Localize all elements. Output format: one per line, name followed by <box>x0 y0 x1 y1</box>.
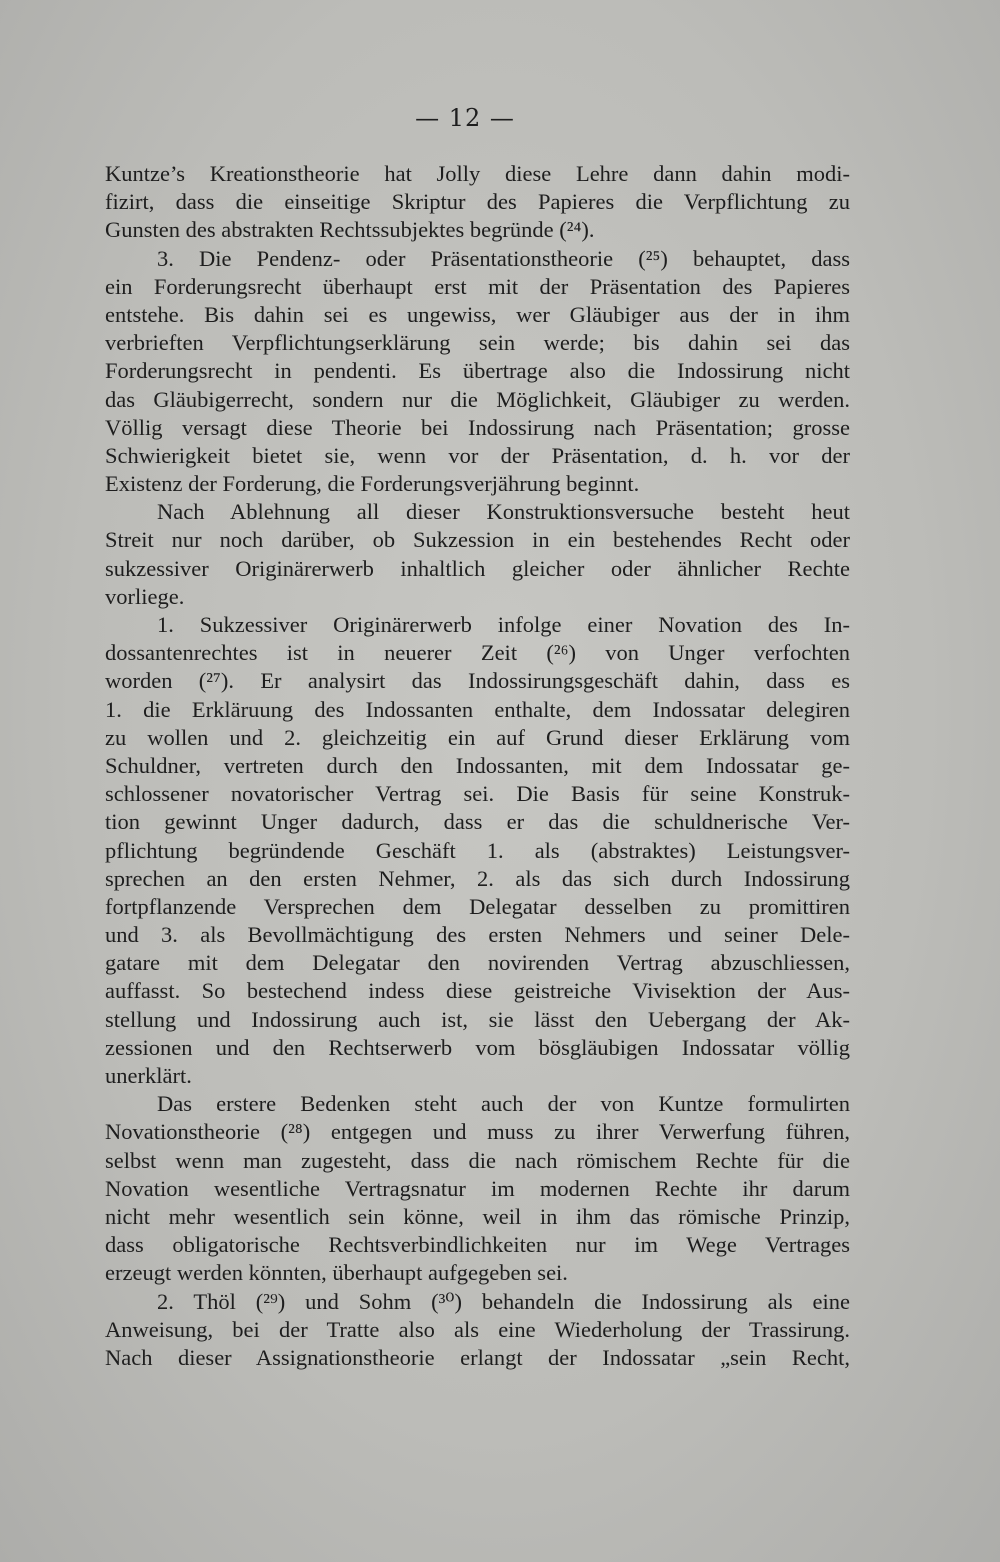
text-line: nicht mehr wesentlich sein könne, weil in ihm das römische Prinzip, <box>105 1203 850 1229</box>
text-line: entstehe. Bis dahin sei es ungewiss, wer Gläubiger aus der in ihm <box>105 301 850 327</box>
text-line: Schwierigkeit bietet sie, wenn vor der Präsentation, d. h. vor der <box>105 442 850 468</box>
text-line: 1. Sukzessiver Originärerwerb infolge einer Novation des In- <box>157 612 850 637</box>
text-line: verbrieften Verpflichtungserklärung sein werde; bis dahin sei das <box>105 330 850 356</box>
text-line: 3. Die Pendenz- oder Präsentationstheorie (²⁵) behauptet, dass <box>157 245 850 271</box>
page-number: — 12 — <box>415 104 515 132</box>
text-line: selbst wenn man zugesteht, dass die nach römischem Rechte für die <box>105 1147 850 1173</box>
text-line: Novation wesentliche Vertragsnatur im modernen Rechte ihr darum <box>105 1175 850 1201</box>
text-line: das Gläubigerrecht, sondern nur die Möglichkeit, Gläubiger zu werden. <box>105 386 850 412</box>
text-line: auffasst. So bestechend indess diese geistreiche Vivisektion der Aus- <box>105 978 850 1004</box>
text-line: Streit nur noch darüber, ob Sukzession in ein bestehendes Recht oder <box>105 527 850 553</box>
text-line: zessionen und den Rechtserwerb vom bösgläubigen Indossatar völlig <box>105 1034 850 1060</box>
text-line: erzeugt werden könnten, überhaupt aufgegeben sei. <box>105 1260 568 1286</box>
body-text <box>105 160 850 1372</box>
text-line: 2. Thöl (²⁹) und Sohm (³⁰) behandeln die Indossirung als eine <box>157 1288 850 1314</box>
text-line: vorliege. <box>105 583 185 609</box>
text-line: ein Forderungsrecht überhaupt erst mit der Präsentation des Papieres <box>105 273 850 299</box>
text-line: Forderungsrecht in pendenti. Es übertrage also die Indossirung nicht <box>105 358 850 384</box>
text-line: unerklärt. <box>105 1063 192 1088</box>
text-line: Novationstheorie (²⁸) entgegen und muss zu ihrer Verwerfung führen, <box>105 1119 850 1145</box>
text-line: Völlig versagt diese Theorie bei Indossirung nach Präsentation; grosse <box>105 414 850 440</box>
text-line: dossantenrechtes ist in neuerer Zeit (²⁶) von Unger verfochten <box>105 640 850 666</box>
text-line: und 3. als Bevollmächtigung des ersten Nehmers und seiner Dele- <box>105 922 850 948</box>
text-line: 1. die Erkläruung des Indossanten enthalte, dem Indossatar delegiren <box>105 696 850 722</box>
text-line: Nach Ablehnung all dieser Konstruktionsversuche besteht heut <box>157 499 850 525</box>
text-line: Gunsten des abstrakten Rechtssubjektes begründe (²⁴). <box>105 217 595 243</box>
text-line: Kuntze’s Kreationstheorie hat Jolly diese Lehre dann dahin modi- <box>105 161 850 186</box>
text-line: dass obligatorische Rechtsverbindlichkeiten nur im Wege Vertrages <box>105 1232 850 1258</box>
text-line: sprechen an den ersten Nehmer, 2. als das sich durch Indossirung <box>105 865 850 891</box>
text-line: Schuldner, vertreten durch den Indossanten, mit dem Indossatar ge- <box>105 752 850 778</box>
text-line: pflichtung begründende Geschäft 1. als (abstraktes) Leistungsver- <box>105 837 850 863</box>
text-line: fortpflanzende Versprechen dem Delegatar desselben zu promittiren <box>105 893 850 919</box>
text-line: zu wollen und 2. gleichzeitig ein auf Grund dieser Erklärung vom <box>105 724 850 750</box>
text-line: gatare mit dem Delegatar den novirenden Vertrag abzuschliessen, <box>105 950 850 976</box>
text-line: Das erstere Bedenken steht auch der von Kuntze formulirten <box>157 1091 850 1117</box>
text-line: Anweisung, bei der Tratte also als eine Wiederholung der Trassirung. <box>105 1316 850 1342</box>
text-line: worden (²⁷). Er analysirt das Indossirungsgeschäft dahin, dass es <box>105 668 850 694</box>
text-line: Existenz der Forderung, die Forderungsverjährung beginnt. <box>105 471 640 497</box>
text-line: fizirt, dass die einseitige Skriptur des Papieres die Verpflichtung zu <box>105 189 850 215</box>
text-line: Nach dieser Assignationstheorie erlangt der Indossatar „sein Recht, <box>105 1344 850 1370</box>
text-line: tion gewinnt Unger dadurch, dass er das die schuldnerische Ver- <box>105 809 850 835</box>
text-line: sukzessiver Originärerwerb inhaltlich gleicher oder ähnlicher Rechte <box>105 555 850 581</box>
text-line: stellung und Indossirung auch ist, sie lässt den Uebergang der Ak- <box>105 1006 850 1032</box>
text-line: schlossener novatorischer Vertrag sei. Die Basis für seine Konstruk- <box>105 781 850 807</box>
